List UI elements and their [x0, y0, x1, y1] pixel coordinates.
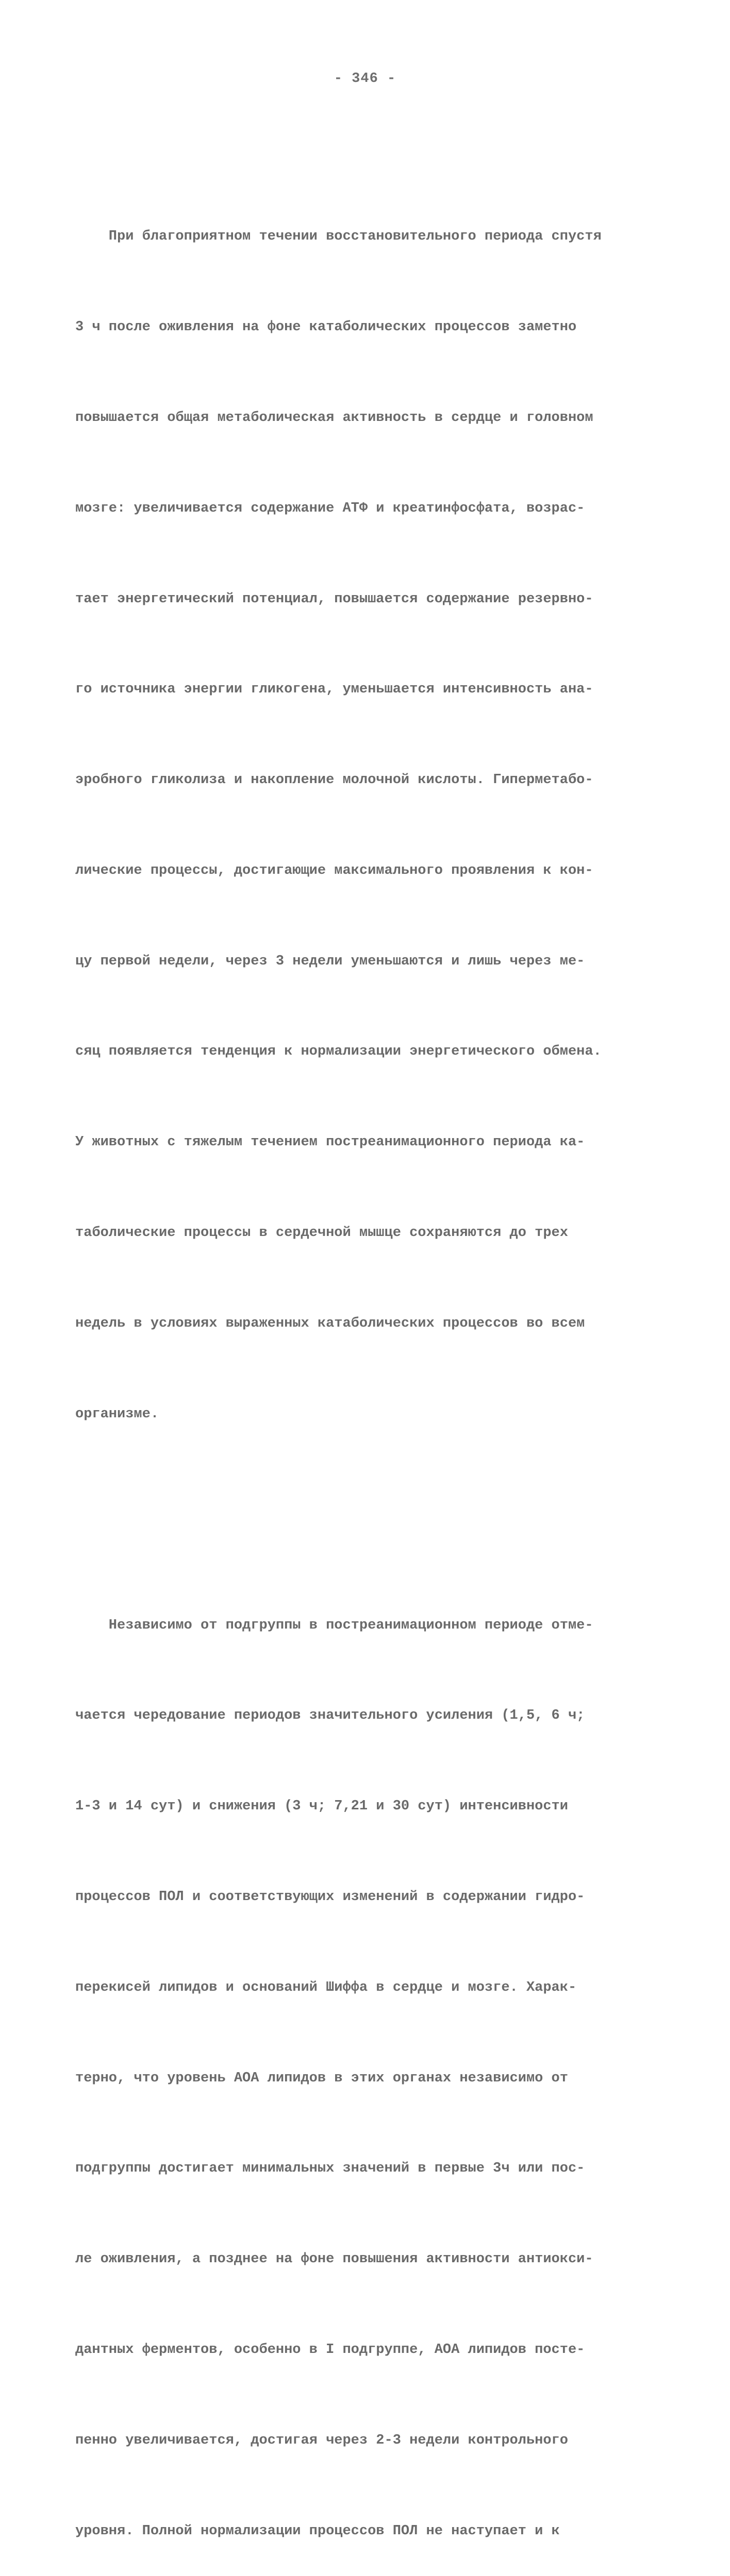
text-line: чается чередование периодов значительного усиления (1,5, 6 ч;	[75, 1701, 658, 1731]
paragraph-2	[75, 1550, 658, 2576]
text-line: го источника энергии гликогена, уменьшается интенсивность ана-	[75, 674, 658, 705]
text-line: организме.	[75, 1399, 658, 1430]
text-line: Независимо от подгруппы в постреанимационном периоде отме-	[75, 1611, 658, 1641]
paragraph-1	[75, 161, 658, 1489]
text-line: процессов ПОЛ и соответствующих изменений в содержании гидро-	[75, 1882, 658, 1912]
text-line: дантных ферментов, особенно в I подгруппе, АОА липидов посте-	[75, 2335, 658, 2365]
text-line: повышается общая метаболическая активность в сердце и головном	[75, 403, 658, 433]
text-line: сяц появляется тенденция к нормализации энергетического обмена.	[75, 1037, 658, 1067]
text-line: У животных с тяжелым течением постреанимационного периода ка-	[75, 1127, 658, 1158]
text-line: ле оживления, а позднее на фоне повышения активности антиокси-	[75, 2244, 658, 2275]
text-line: недель в условиях выраженных катаболических процессов во всем	[75, 1309, 658, 1339]
text-line: мозге: увеличивается содержание АТФ и креатинфосфата, возрас-	[75, 494, 658, 524]
text-line: 3 ч после оживления на фоне катаболических процессов заметно	[75, 312, 658, 343]
text-line: При благоприятном течении восстановительного периода спустя	[75, 222, 658, 252]
text-line: эробного гликолиза и накопление молочной кислоты. Гиперметабо-	[75, 765, 658, 795]
text-line: лические процессы, достигающие максимального проявления к кон-	[75, 856, 658, 886]
page-number: - 346 -	[0, 71, 730, 87]
text-line: уровня. Полной нормализации процессов ПОЛ не наступает и к	[75, 2516, 658, 2547]
body-text	[75, 101, 658, 2576]
text-line: подгруппы достигает минимальных значений в первые 3ч или пос-	[75, 2154, 658, 2184]
text-line: 1-3 и 14 сут) и снижения (3 ч; 7,21 и 30 сут) интенсивности	[75, 1791, 658, 1822]
text-line: таболические процессы в сердечной мышце сохраняются до трех	[75, 1218, 658, 1248]
text-line: пенно увеличивается, достигая через 2-3 недели контрольного	[75, 2426, 658, 2456]
text-line: цу первой недели, через 3 недели уменьшаются и лишь через ме-	[75, 946, 658, 977]
text-line: тает энергетический потенциал, повышается содержание резервно-	[75, 584, 658, 615]
text-line: перекисей липидов и оснований Шиффа в сердце и мозге. Харак-	[75, 1973, 658, 2003]
text-line: терно, что уровень АОА липидов в этих органах независимо от	[75, 2063, 658, 2094]
document-page	[0, 0, 730, 1056]
